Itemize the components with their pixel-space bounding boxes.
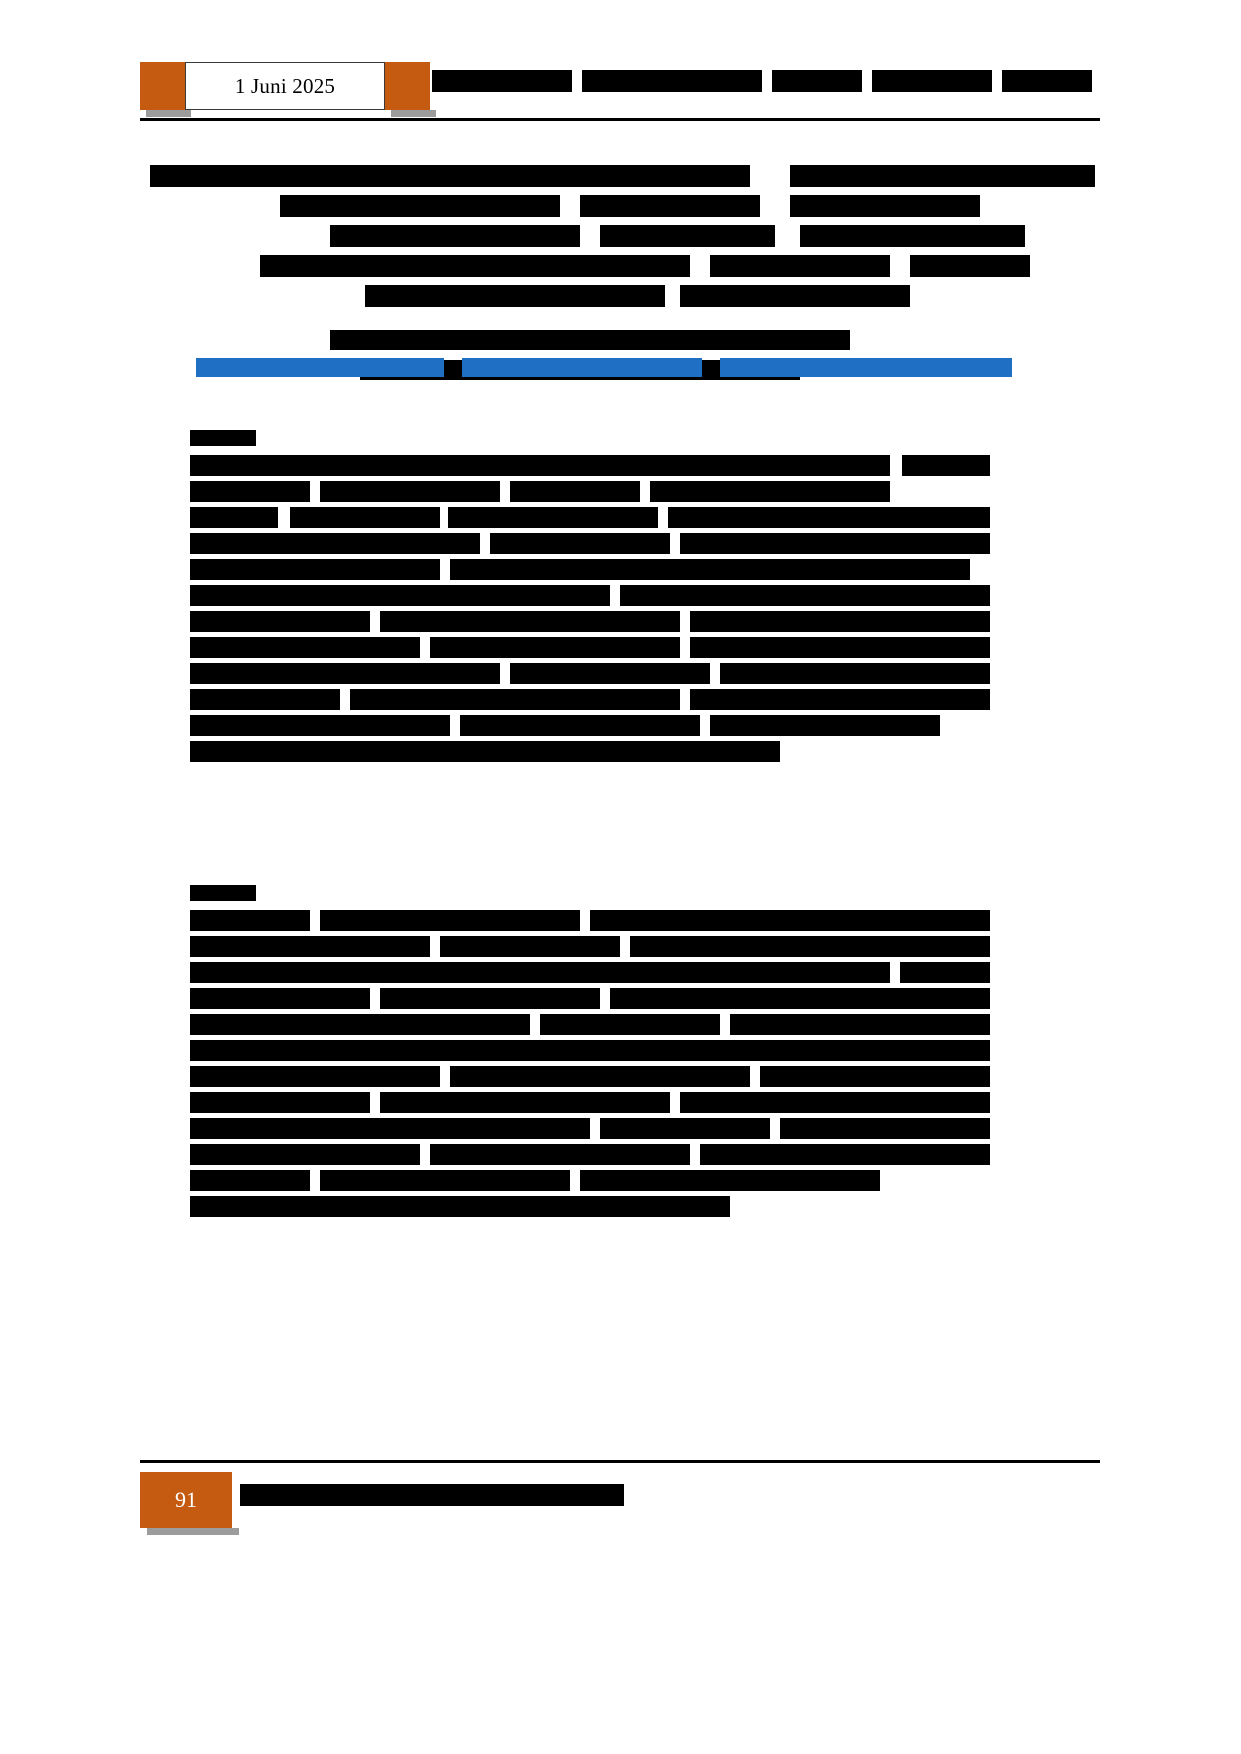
page-header: [140, 62, 1100, 120]
redacted-text: [590, 910, 990, 931]
text-line: [190, 1014, 990, 1035]
paragraph: [190, 910, 990, 1217]
title-line: [150, 195, 1095, 217]
redacted-text: [430, 637, 680, 658]
redacted-text: [380, 611, 680, 632]
text-line: [190, 689, 990, 710]
text-line: [190, 988, 990, 1009]
redacted-text: [450, 1066, 750, 1087]
article-title-block: [150, 165, 1095, 315]
section-heading: [190, 430, 256, 446]
body-section: [190, 885, 990, 1222]
redacted-text: [710, 715, 940, 736]
redacted-text: [680, 1092, 990, 1113]
redacted-text: [190, 507, 278, 528]
redacted-text: [330, 330, 850, 350]
text-line: [190, 507, 990, 528]
affiliation-line: [150, 330, 1095, 352]
redacted-text: [290, 507, 440, 528]
redacted-text: [600, 225, 775, 247]
redacted-text: [690, 637, 990, 658]
redacted-text: [720, 663, 990, 684]
redacted-text: [620, 585, 990, 606]
text-line: [190, 559, 990, 580]
redacted-text: [320, 481, 500, 502]
redacted-text: [280, 195, 560, 217]
header-accent-tab-left: [140, 62, 185, 110]
redacted-text: [790, 195, 980, 217]
redacted-text: [450, 559, 970, 580]
redacted-text: [190, 1014, 530, 1035]
text-line: [190, 962, 990, 983]
redacted-text: [190, 962, 890, 983]
redacted-text: [350, 689, 680, 710]
text-line: [190, 1040, 990, 1061]
redacted-text: [330, 225, 580, 247]
text-line: [190, 1170, 990, 1191]
redacted-text: [800, 225, 1025, 247]
redacted-text: [190, 637, 420, 658]
section-heading: [190, 885, 256, 901]
text-line: [190, 741, 990, 762]
page-number-label: 91: [175, 1487, 197, 1512]
redacted-text: [460, 715, 700, 736]
redacted-text: [190, 1040, 990, 1061]
text-line: [190, 663, 990, 684]
text-line: [190, 1092, 990, 1113]
website-link-2[interactable]: [720, 358, 1012, 377]
redacted-text: [190, 611, 370, 632]
redacted-text: [190, 1092, 370, 1113]
redacted-text: [540, 1014, 720, 1035]
title-line: [150, 255, 1095, 277]
text-line: [190, 1066, 990, 1087]
redacted-text: [190, 533, 480, 554]
redacted-text: [790, 165, 1095, 187]
redacted-text: [190, 910, 310, 931]
redacted-text: [690, 611, 990, 632]
redacted-text: [190, 988, 370, 1009]
paragraph: [190, 455, 990, 762]
redacted-text: [430, 1144, 690, 1165]
page-number-box: [140, 1472, 232, 1528]
text-line: [190, 715, 990, 736]
redacted-text: [510, 481, 640, 502]
redacted-text: [380, 988, 600, 1009]
redacted-text: [650, 481, 890, 502]
redacted-text: [190, 1066, 440, 1087]
redacted-text: [902, 455, 990, 476]
text-line: [190, 936, 990, 957]
redacted-text: [365, 285, 665, 307]
website-link-1[interactable]: [462, 358, 702, 377]
email-link[interactable]: [196, 358, 444, 377]
redacted-text: [190, 741, 780, 762]
header-accent-tab-right: [385, 62, 430, 110]
redacted-text: [900, 962, 990, 983]
title-line: [150, 285, 1095, 307]
redacted-text: [710, 255, 890, 277]
redacted-text: [448, 507, 658, 528]
redacted-text: [190, 455, 890, 476]
title-line: [150, 165, 1095, 187]
redacted-text: [320, 910, 580, 931]
redacted-text: [680, 533, 990, 554]
redacted-text: [630, 936, 990, 957]
text-line: [190, 1196, 990, 1217]
redacted-text: [190, 585, 610, 606]
text-line: [190, 611, 990, 632]
redacted-text: [510, 663, 710, 684]
footer-journal-text: [240, 1484, 624, 1506]
redacted-text: [190, 1170, 310, 1191]
text-line: [190, 1118, 990, 1139]
redacted-text: [668, 507, 990, 528]
redacted-text: [190, 689, 340, 710]
redacted-text: [190, 663, 500, 684]
redacted-text: [260, 255, 690, 277]
header-date-box: [185, 62, 385, 110]
redacted-text: [730, 1014, 990, 1035]
abstract-section: [190, 430, 990, 767]
redacted-text: [190, 936, 430, 957]
redacted-text: [580, 195, 760, 217]
redacted-text: [190, 1118, 590, 1139]
redacted-text: [380, 1092, 670, 1113]
redacted-text: [320, 1170, 570, 1191]
redacted-text: [700, 1144, 990, 1165]
redacted-text: [190, 559, 440, 580]
text-line: [190, 585, 990, 606]
redacted-text: [780, 1118, 990, 1139]
redacted-text: [440, 936, 620, 957]
redacted-text: [190, 1196, 730, 1217]
redacted-text: [190, 481, 310, 502]
header-journal-title: [432, 70, 1092, 96]
text-line: [190, 910, 990, 931]
footer-divider: [140, 1460, 1100, 1463]
redacted-text: [680, 285, 910, 307]
redacted-text: [690, 689, 990, 710]
redacted-text: [190, 1144, 420, 1165]
text-line: [190, 455, 990, 476]
redacted-text: [150, 165, 750, 187]
redacted-text: [610, 988, 990, 1009]
redacted-text: [600, 1118, 770, 1139]
text-line: [190, 533, 990, 554]
text-line: [190, 1144, 990, 1165]
header-date-label: 1 Juni 2025: [234, 73, 336, 98]
redacted-text: [190, 715, 450, 736]
header-divider: [140, 118, 1100, 121]
redacted-text: [490, 533, 670, 554]
text-line: [190, 637, 990, 658]
title-line: [150, 225, 1095, 247]
redacted-text: [580, 1170, 880, 1191]
text-line: [190, 481, 990, 502]
contact-links-row: [196, 358, 1086, 377]
redacted-text: [760, 1066, 990, 1087]
redacted-text: [910, 255, 1030, 277]
